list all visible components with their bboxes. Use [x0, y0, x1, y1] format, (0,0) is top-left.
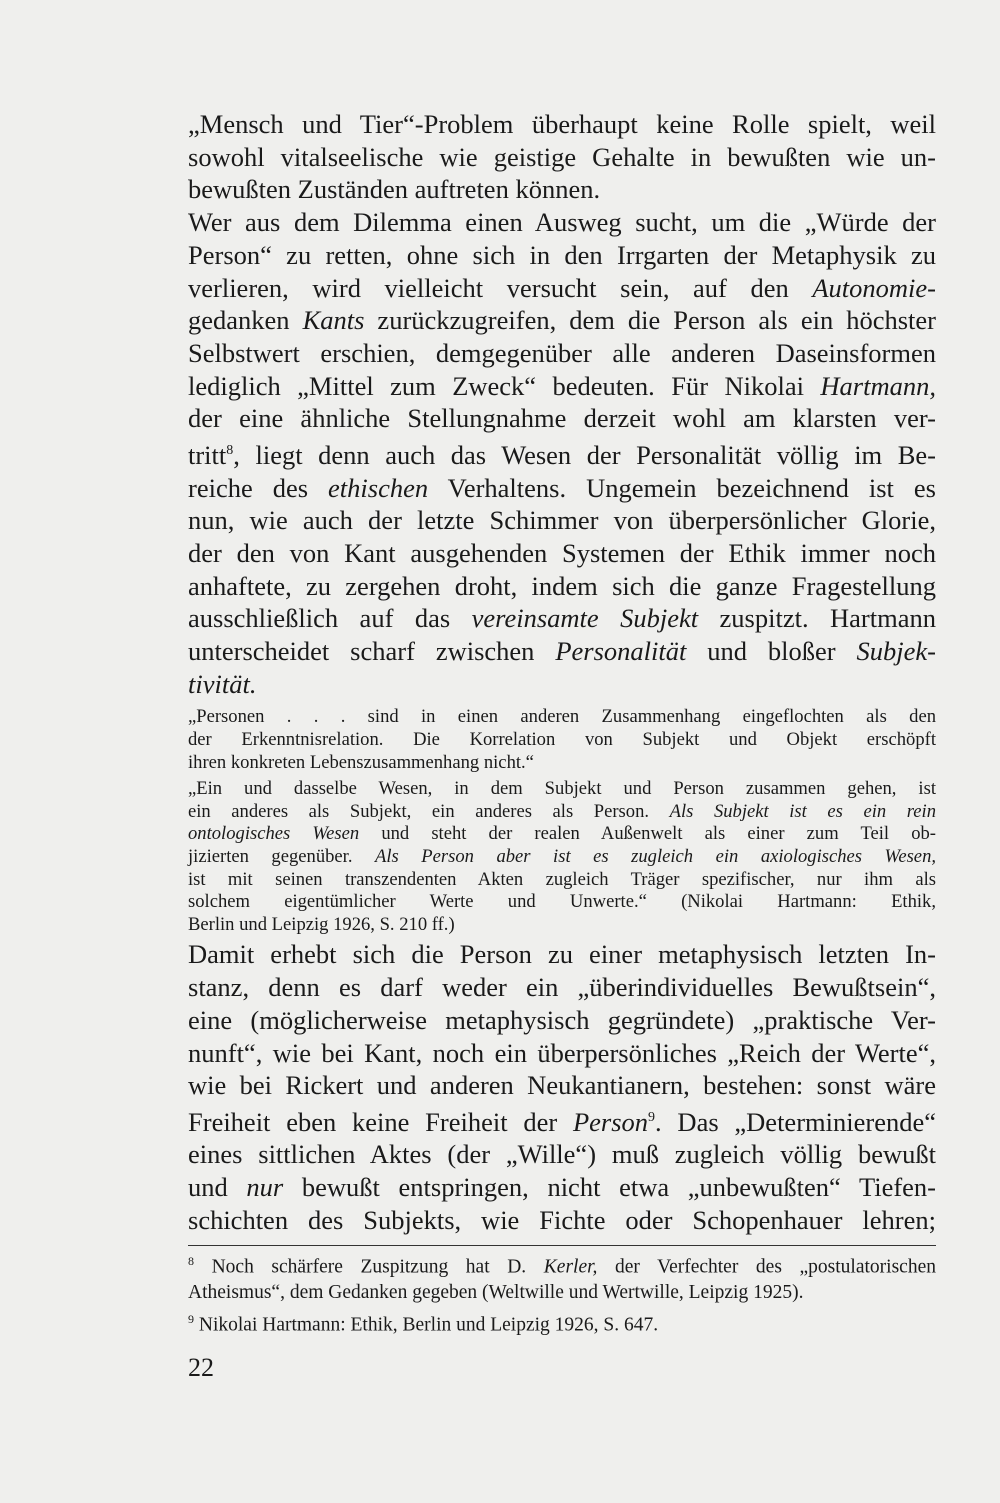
text-line: Wer aus dem Dilemma einen Ausweg sucht, um die „Würde der [188, 207, 936, 238]
text-line [188, 370, 936, 403]
text-run: verlieren, wird vielleicht versucht sein, auf den [188, 272, 813, 303]
text-run: . Das „Determinierende“ [655, 1106, 936, 1137]
text-run: und steht der realen Außenwelt als einer zum Teil ob- [359, 823, 936, 845]
book-page [188, 108, 936, 1383]
text-run: Freiheit eben keine Freiheit der [188, 1106, 573, 1137]
text-line [188, 272, 936, 305]
emphasis: Als Person aber ist es zugleich ein axiologisches Wesen, [375, 846, 937, 868]
emphasis: Kerler, [543, 1256, 598, 1278]
text-line: sowohl vitalseelische wie geistige Gehalte in bewußten wie un- [188, 141, 936, 172]
footnote-9 [188, 1306, 936, 1339]
footnote-marker: 9 [188, 1312, 194, 1327]
paragraph-metaphysical-instance [188, 938, 936, 1236]
text-line [188, 635, 936, 668]
text-line [188, 304, 936, 337]
quote-line: ist mit seinen transzendenten Akten zugleich Träger spezifischer, nur ihm als [188, 868, 936, 890]
emphasis: Als Subjekt ist es ein rein [669, 800, 937, 822]
text-line: der eine ähnliche Stellungnahme derzeit wohl am klarsten ver- [188, 403, 936, 434]
text-line [188, 1171, 936, 1204]
footnotes [188, 1248, 936, 1339]
quote-line [188, 846, 936, 869]
emphasis: ethischen [328, 472, 429, 503]
footnote-divider [188, 1245, 936, 1246]
text-line: Person“ zu retten, ohne sich in den Irrgarten der Metaphysik zu [188, 239, 936, 270]
footnote-ref-8[interactable]: 8 [226, 443, 234, 459]
footnote-8 [188, 1248, 936, 1281]
text-line: eine (möglicherweise metaphysisch gegründete) „praktische Ver- [188, 1004, 936, 1035]
emphasis: ontologisches Wesen [188, 823, 360, 845]
text-line: Selbstwert erschien, demgegenüber alle anderen Daseinsformen [188, 337, 936, 368]
emphasis: Autonomie- [812, 272, 936, 303]
emphasis: tivität. [188, 668, 257, 699]
quote-line [188, 823, 936, 846]
text-run: der Verfechter des „postulatorischen [597, 1256, 936, 1278]
paragraph-autonomy [188, 206, 936, 700]
paragraph-continuation [188, 108, 936, 206]
text-run: und bloßer [686, 636, 857, 667]
block-quote-2 [188, 778, 936, 936]
text-run: ausschließlich auf das [188, 603, 472, 634]
text-run: lediglich „Mittel zum Zweck“ bedeuten. Für Nikolai [188, 370, 821, 401]
text-run: ein anderes als Subjekt, ein anderes als Person. [188, 800, 670, 822]
text-run: zurückzugreifen, dem die Person als ein höchster [364, 305, 936, 336]
text-line: stanz, denn es darf weder ein „überindividuelles Bewußtsein“, [188, 972, 936, 1003]
quote-line: „Personen . . . sind in einen anderen Zusammenhang eingeflochten als den [188, 706, 936, 728]
text-run: unterscheidet scharf zwischen [188, 636, 556, 667]
text-run: Verhaltens. Ungemein bezeichnend ist es [428, 472, 936, 503]
text-run: reiche des [188, 472, 329, 503]
emphasis: Kants [302, 305, 365, 336]
footnote-marker: 8 [188, 1253, 194, 1268]
emphasis: Personalität [555, 636, 687, 667]
text-line: der den von Kant ausgehenden Systemen der Ethik immer noch [188, 537, 936, 568]
quote-line: der Erkenntnisrelation. Die Korrelation von Subjekt und Objekt erschöpft [188, 729, 936, 751]
text-run: Noch schärfere Zuspitzung hat D. [194, 1256, 544, 1278]
text-line [188, 602, 936, 635]
quote-line [188, 801, 936, 824]
text-run: jizierten gegenüber. [188, 846, 375, 868]
footnote-8-cont: Atheismus“, dem Gedanken gegeben (Weltwille und Wertwille, Leipzig 1925). [188, 1282, 804, 1304]
emphasis: Person [572, 1106, 649, 1137]
text-line [188, 668, 936, 701]
text-run: tritt [188, 439, 227, 470]
text-run: gedanken [188, 305, 303, 336]
text-run: bewußt entspringen, nicht etwa „unbewußten“ Tiefen- [283, 1172, 936, 1203]
emphasis: Hartmann, [820, 370, 936, 401]
text-line [188, 1102, 936, 1139]
text-line: wie bei Rickert und anderen Neukantianern, bestehen: sonst wäre [188, 1070, 936, 1101]
text-line: nunft“, wie bei Kant, noch ein überpersönliches „Reich der Werte“, [188, 1037, 936, 1068]
text-line: schichten des Subjekts, wie Fichte oder Schopenhauer lehren; [188, 1204, 936, 1235]
emphasis: vereinsamte Subjekt [471, 603, 699, 634]
quote-line: ihren konkreten Lebenszusammenhang nicht.“ [188, 751, 534, 773]
block-quote-1 [188, 706, 936, 774]
quote-line: „Ein und dasselbe Wesen, in dem Subjekt und Person zusammen gehen, ist [188, 778, 936, 800]
text-line [188, 435, 936, 472]
text-line: nun, wie auch der letzte Schimmer von überpersönlicher Glorie, [188, 505, 936, 536]
text-line: Damit erhebt sich die Person zu einer metaphysisch letzten In- [188, 939, 936, 970]
text-line: bewußten Zuständen auftreten können. [188, 174, 601, 205]
text-line [188, 472, 936, 505]
quote-line: solchem eigentümlicher Werte und Unwerte.“ (Nikolai Hartmann: Ethik, [188, 891, 936, 913]
footnote-ref-9[interactable]: 9 [648, 1109, 656, 1125]
text-run: und [188, 1172, 247, 1203]
text-run: Nikolai Hartmann: Ethik, Berlin und Leipzig 1926, S. 647. [194, 1314, 659, 1336]
text-line: „Mensch und Tier“-Problem überhaupt keine Rolle spielt, weil [188, 109, 936, 139]
text-run: , liegt denn auch das Wesen der Personalität völlig im Be- [233, 439, 936, 470]
page-number: 22 [188, 1352, 214, 1382]
text-line: eines sittlichen Aktes (der „Wille“) muß zugleich völlig bewußt [188, 1139, 936, 1170]
emphasis: nur [246, 1172, 284, 1203]
emphasis: Subjek- [856, 636, 936, 667]
text-line: anhaftete, zu zergehen droht, indem sich die ganze Fragestellung [188, 570, 936, 601]
quote-line: Berlin und Leipzig 1926, S. 210 ff.) [188, 913, 455, 935]
text-run: zuspitzt. Hartmann [698, 603, 936, 634]
